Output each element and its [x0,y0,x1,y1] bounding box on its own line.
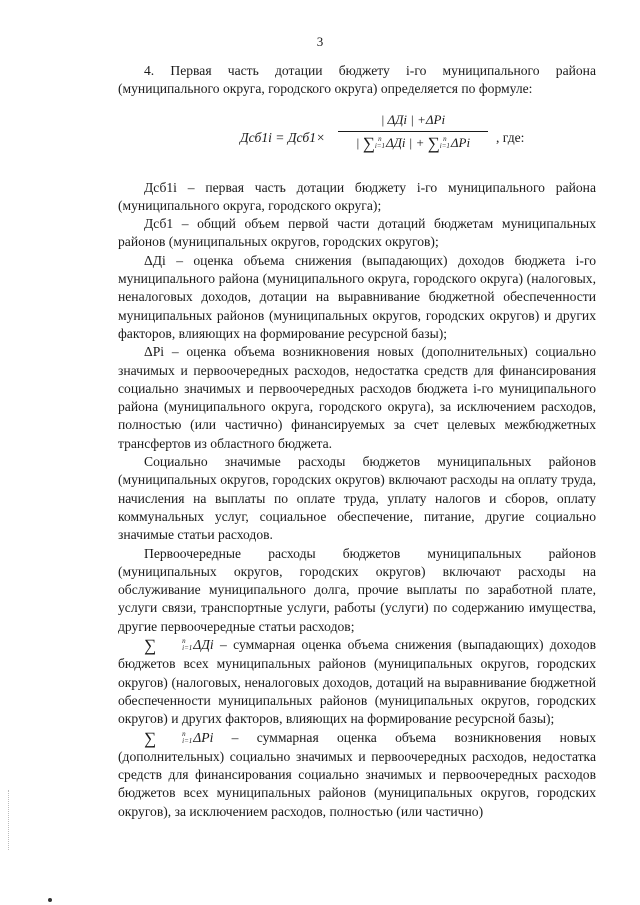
formula-fraction [338,111,488,154]
formula-numerator: | ΔДi | +ΔPi [338,111,488,132]
sum-sign-icon: ∑ [427,133,440,153]
definition-paragraph: Социально значимые расходы бюджетов муниципальных районов (муниципальных округов, городских округов) включают расходы на оплату труда, начисления на выплаты по оплате труда, уплату налогов и сборов, оплату коммунальных услуг, социальное обеспечение, питание, другие социально значимые статьи расходов. [118,454,596,543]
sum-p-text: – суммарная оценка объема возникновения новых (дополнительных) социально значимых и первоочередных расходов, недостатка средств для финансирования социально значимых и первоочередных расходов бюджетов всех муниципальных районов (муниципальных округов, городских округов), за исключением расходов, полностью (или частично) [118,729,596,819]
formula-suffix: , где: [496,129,525,145]
formula-denominator [338,132,488,153]
den-term-2: ΔPi [450,134,471,150]
sum-limits [156,638,192,652]
sum-lower: i=1 [374,141,385,150]
definition-paragraph: Первоочередные расходы бюджетов муниципальных районов (муниципальных округов, городских округов) включают расходы на обслуживание муниципального долга, прочие выплаты по заработной плате, услуги связи, транспортные услуги, работы (услуги) по содержанию имущества, другие первоочередные статьи расходов; [118,545,596,634]
sum-upper: n [443,134,447,143]
sum-lower: i=1 [182,644,193,653]
definition-paragraph: Дсб1 – общий объем первой части дотаций бюджетам муниципальных районов (муниципальных округов, городских округов); [118,216,596,250]
sum-upper: n [182,729,186,738]
sum-p-paragraph [118,729,596,821]
sum-limits [156,731,192,745]
sum-d-symbol [144,636,214,656]
sum-lower: i=1 [439,141,450,150]
sum-d-term: ΔДi [193,637,214,653]
scan-corner-mark [48,898,52,902]
page-number: 3 [316,34,324,49]
sum-upper: n [378,134,382,143]
sum-d-text: – суммарная оценка объема снижения (выпадающих) доходов бюджетов всех муниципальных районов (муниципальных округов, городских округов) (налоговых, неналоговых доходов, дотаций на выравнивание бюджетной обеспеченности муниципальных районов (муниципальных округов, городских округов) и других факторов, влияющих на формирование ресурсной базы); [118,637,596,727]
definition-paragraph: Дсб1i – первая часть дотации бюджету i-го муниципального района (муниципального округа, городского округа); [118,179,596,213]
sum-upper: n [182,637,186,646]
sum-p-term: ΔPi [193,729,214,745]
den-term-1: ΔДi [386,134,406,150]
scan-margin-marks [8,790,13,850]
document-body [118,62,596,821]
formula-block [118,103,596,173]
sum-limits [375,136,385,150]
intro-paragraph: 4. Первая часть дотации бюджету i-го муниципального района (муниципального округа, городского округа) определяется по формуле: [118,63,596,97]
formula-lhs: Дсб1i = Дсб1× [240,129,326,145]
sum-d-paragraph [118,636,596,728]
definition-paragraph: ΔPi – оценка объема возникновения новых (дополнительных) социально значимых и первоочередных расходов, недостатка средств для финансирования социально значимых и первоочередных расходов бюджета i-го муниципального района (муниципального округа, городского округа), за исключением расходов, полностью (или частично) финансируемых за счет целевых межбюджетных трансфертов из областного бюджета. [118,344,596,451]
sum-lower: i=1 [182,736,193,745]
sum-sign-icon: ∑ [362,133,375,153]
sum-limits [440,136,450,150]
definition-paragraph: ΔДi – оценка объема снижения (выпадающих) доходов бюджета i-го муниципального района (муниципального округа, городского округа) (налоговых, неналоговых доходов, дотации на выравнивание бюджетной обеспеченности муниципальных районов (муниципальных округов, городских округов) и других факторов, влияющих на формирование ресурсной базы); [118,252,596,341]
sum-p-symbol [144,728,214,748]
sum-sign-icon: ∑ [144,728,157,748]
sum-sign-icon: ∑ [144,636,157,656]
den-mid: | + [405,134,428,150]
den-open: | [355,134,363,150]
